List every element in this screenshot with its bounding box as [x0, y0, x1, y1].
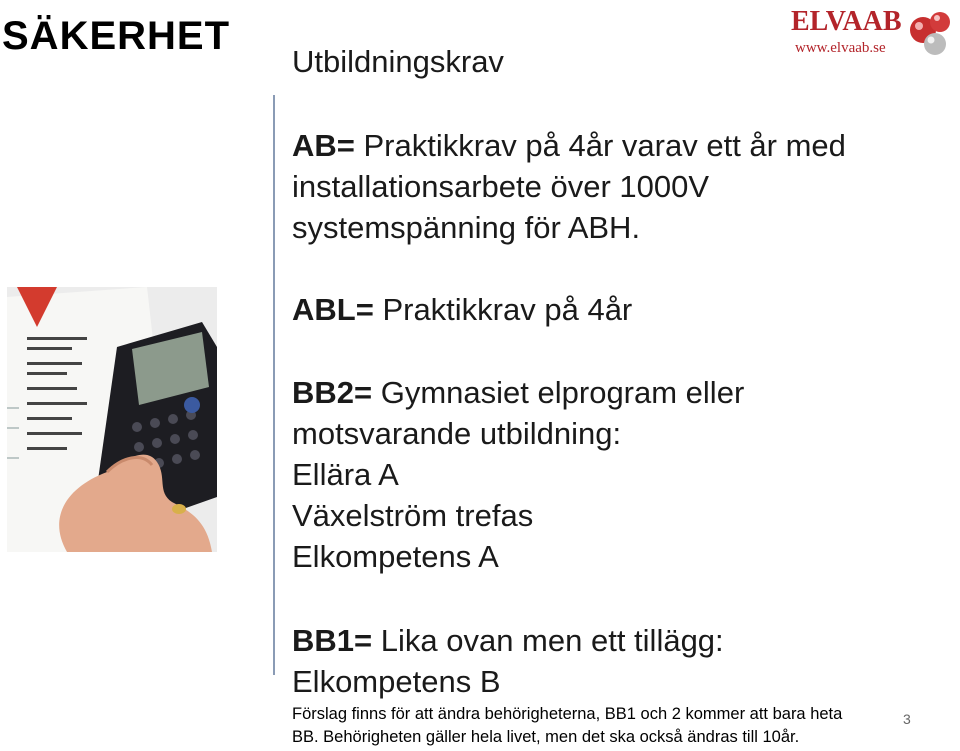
logo-ball-icon [924, 33, 946, 55]
elvaab-logo [785, 0, 955, 70]
proposal-note [292, 703, 842, 749]
logo-brand-text: ELVAAB [791, 6, 902, 37]
requirement-key: BB1= [292, 623, 373, 658]
requirement-text: Lika ovan men ett tillägg: [372, 623, 724, 658]
vertical-divider [273, 95, 275, 675]
note-line: Förslag finns för att ändra behörigheterna, BB1 och 2 kommer att bara heta [292, 705, 843, 723]
requirement-text: installationsarbete över 1000V [292, 169, 710, 204]
requirement-key: AB= [292, 128, 355, 163]
slide-subtitle: Utbildningskrav [292, 44, 504, 79]
requirement-key: ABL= [292, 292, 374, 327]
requirement-text: Elkompetens A [292, 539, 499, 574]
requirement-bb1 [292, 620, 724, 702]
requirement-text: Gymnasiet elprogram eller [372, 375, 745, 410]
requirement-text: motsvarande utbildning: [292, 416, 622, 451]
requirement-text: Växelström trefas [292, 498, 534, 533]
requirement-abl [292, 289, 632, 330]
requirement-text: Elkompetens B [292, 664, 501, 699]
requirement-text: Praktikkrav på 4år varav ett år med [354, 128, 846, 163]
note-line: BB. Behörigheten gäller hela livet, men det ska också ändras till 10år. [292, 728, 800, 746]
logo-ball-icon [930, 12, 950, 32]
requirement-bb2 [292, 372, 744, 577]
page-number: 3 [903, 711, 911, 727]
requirement-text: systemspänning för ABH. [292, 210, 641, 245]
requirement-text: Praktikkrav på 4år [373, 292, 633, 327]
requirement-text: Ellära A [292, 457, 399, 492]
slide-title: SÄKERHET [2, 14, 231, 58]
requirement-ab [292, 125, 846, 248]
calculator-photo-icon [7, 287, 217, 552]
logo-url-text: www.elvaab.se [795, 40, 886, 56]
requirement-key: BB2= [292, 375, 373, 410]
